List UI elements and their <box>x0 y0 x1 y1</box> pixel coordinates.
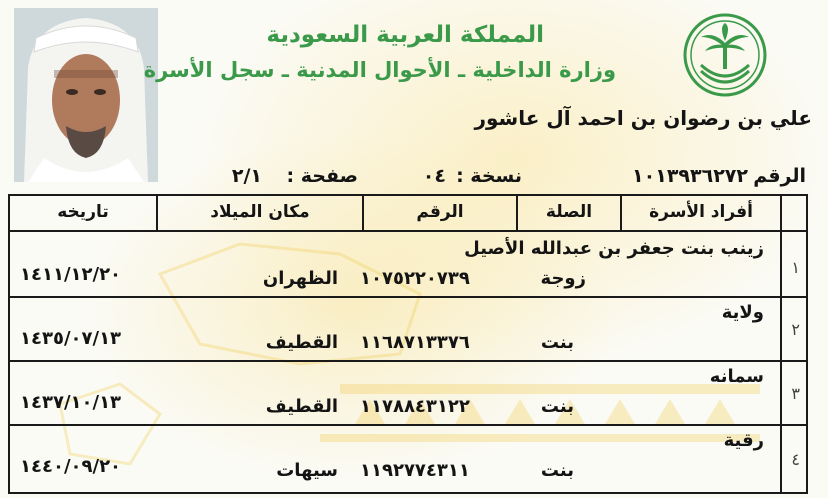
member-name: رقية <box>723 430 764 451</box>
person-portrait-icon <box>14 8 158 182</box>
row-divider <box>10 360 806 362</box>
member-birthplace: القطيف <box>265 332 338 353</box>
header-date: تاريخه <box>57 202 109 222</box>
row-index: ٤ <box>791 450 800 469</box>
member-name: سمانه <box>709 366 764 387</box>
member-number: ١١٩٢٧٧٤٣١١ <box>360 460 470 481</box>
row-index: ٢ <box>791 320 800 339</box>
index-col-divider <box>780 196 782 492</box>
member-birthdate: ١٤٣٥/٠٧/١٣ <box>20 328 122 349</box>
member-relation: زوجة <box>540 268 586 289</box>
saudi-emblem-palm-swords-icon <box>683 13 767 97</box>
member-birthdate: ١٤٤٠/٠٩/٢٠ <box>20 456 122 477</box>
row-divider <box>10 424 806 426</box>
header-birthplace: مكان الميلاد <box>210 202 310 222</box>
header-divider <box>10 230 806 232</box>
member-birthplace: القطيف <box>265 396 338 417</box>
member-name: زينب بنت جعفر بن عبدالله الأصيل <box>464 238 764 259</box>
member-relation: بنت <box>540 460 574 481</box>
family-members-table <box>8 194 808 494</box>
member-number: ١١٦٨٧١٣٣٧٦ <box>360 332 470 353</box>
member-relation: بنت <box>540 332 574 353</box>
member-birthdate: ١٤١١/١٢/٢٠ <box>20 264 122 285</box>
member-birthplace: سيهات <box>276 460 338 481</box>
copy-label: نسخة : <box>456 165 522 187</box>
record-number-value: ١٠١٣٩٣٦٢٧٢ <box>632 165 748 187</box>
copy-value: ٠٤ <box>422 165 446 187</box>
row-divider <box>10 296 806 298</box>
header-relation: الصلة <box>545 202 593 222</box>
kingdom-title: المملكة العربية السعودية <box>266 22 544 48</box>
member-name: ولاية <box>721 302 764 323</box>
header-number: الرقم <box>416 202 464 222</box>
header-members: أفراد الأسرة <box>649 202 753 222</box>
ministry-subtitle: وزارة الداخلية ـ الأحوال المدنية ـ سجل الأسرة <box>143 58 616 82</box>
member-birthplace: الظهران <box>262 268 338 289</box>
member-birthdate: ١٤٣٧/١٠/١٣ <box>20 392 122 413</box>
member-number: ١١٧٨٨٤٣١٢٢ <box>360 396 470 417</box>
record-number-label: الرقم <box>753 165 806 187</box>
holder-name: علي بن رضوان بن احمد آل عاشور <box>474 106 812 130</box>
page-label: صفحة : <box>286 165 358 187</box>
page-value: ٢/١ <box>231 165 262 187</box>
row-index: ٣ <box>791 384 800 403</box>
member-number: ١٠٧٥٢٢٠٧٣٩ <box>360 268 470 289</box>
member-relation: بنت <box>540 396 574 417</box>
holder-photo <box>14 8 158 182</box>
row-index: ١ <box>791 258 800 277</box>
